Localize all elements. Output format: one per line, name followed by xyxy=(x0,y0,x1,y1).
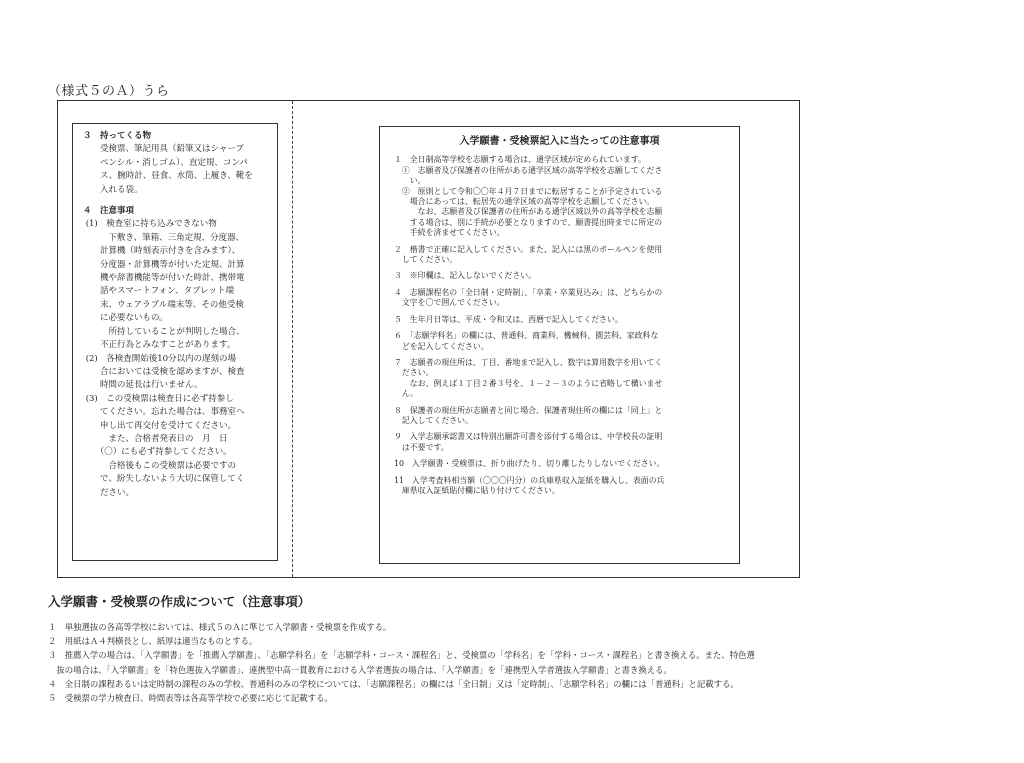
right-instructions-box xyxy=(379,126,740,564)
right-box-line: ださい。 xyxy=(394,368,434,378)
left-box-line: 話やスマートフォン、タブレット端 xyxy=(83,286,235,297)
right-box-line: 庫県収入証紙貼付欄に貼り付けてください。 xyxy=(394,485,560,495)
right-box-line: なお、例えば１丁目２番３号を、１－２－３のように省略して構いませ xyxy=(394,378,663,388)
creation-note-item: ５ 受検票の学力検査日、時間表等は各高等学校で必要に応じて記載する。 xyxy=(48,693,333,704)
spacer xyxy=(83,197,267,205)
right-box-line: する場合は、別に手続が必要となりますので、願書提出時までに所定の xyxy=(394,217,663,227)
right-box-line: い。 xyxy=(394,176,426,186)
right-box-line: 文字を〇で囲んでください。 xyxy=(394,298,505,308)
left-box-line: てください。忘れた場合は、事務室へ xyxy=(83,407,245,418)
left-box-line: 時間の延長は行いません。 xyxy=(83,380,203,391)
right-box-line: ７ 志願者の現住所は、丁目、番地まで記入し、数字は算用数字を用いてく xyxy=(394,357,663,367)
right-box-line: ６ 「志願学科名」の欄には、普通科、商業科、機械科、園芸科、家政科な xyxy=(394,331,659,341)
right-box-line: なお、志願者及び保護者の住所がある通学区域以外の高等学校を志願 xyxy=(394,207,663,217)
right-box-line: 10 入学願書・受検票は、折り曲げたり、切り離したりしないでください。 xyxy=(394,459,665,469)
left-box-line: ス、腕時計、昼食、水筒、上履き、靴を xyxy=(83,171,253,182)
right-box-line: 手続を済ませてください。 xyxy=(394,228,505,238)
left-box-line: (2) 各検査開始後10分以内の遅刻の場 xyxy=(83,353,237,364)
left-box-line: ４ 注意事項 xyxy=(83,206,135,217)
creation-note-item: ４ 全日制の課程あるいは定時制の課程のみの学校、普通科のみの学校については、「志願課程名」の欄には「全日制」又は「定時制」、「志願学科名」の欄には「普通科」と記載する。 xyxy=(48,678,739,689)
left-box-line: 入れる袋。 xyxy=(83,184,143,195)
cut-line-divider xyxy=(292,101,293,577)
left-box-line: ３ 持ってくる物 xyxy=(83,131,152,141)
right-box-line: ３ ※印欄は、記入しないでください。 xyxy=(394,271,537,281)
creation-note-item: ２ 用紙はＡ４判横長とし、紙厚は適当なものとする。 xyxy=(48,636,258,647)
left-box-line: (1) 検査室に持ち込みできない物 xyxy=(83,219,217,230)
right-box-line: 場合にあっては、転居先の通学区域の高等学校を志願してください。 xyxy=(394,197,655,207)
creation-note-item: ３ 推薦入学の場合は、「入学願書」を「推薦入学願書」、「志願学科名」を「志願学科・コース・課程名」と、受検票の「学科名」を「学科・コース・課程名」と書き換える。また、特色選 xyxy=(48,650,755,661)
left-box-line: 末、ウェアラブル端末等、その他受検 xyxy=(83,299,244,310)
right-box-line: どを記入してください。 xyxy=(394,341,489,351)
form-label: （様式５のＡ）うら xyxy=(48,84,170,99)
creation-note-item: 抜の場合は、「入学願書」を「特色選抜入学願書」、連携型中高一貫教育における入学者選抜の場合は、「入学願書」を「連携型入学者選抜入学願書」と書き換える。 xyxy=(48,664,672,675)
right-box-line: ８ 保護者の現住所が志願者と同じ場合、保護者現住所の欄には「同上」と xyxy=(394,405,663,415)
right-box-line: １ 全日制高等学校を志願する場合は、通学区域が定められています。 xyxy=(394,155,646,165)
left-box-line: 合においては受検を認めますが、検査 xyxy=(83,366,245,377)
right-box-line: ① 志願者及び保護者の住所がある通学区域の高等学校を志願してくださ xyxy=(394,165,663,175)
right-box-line: 11 入学考査料相当額（〇〇〇円分）の兵庫県収入証紙を購入し、表面の兵 xyxy=(394,475,665,485)
creation-notes-title: 入学願書・受検票の作成について（注意事項） xyxy=(48,594,311,609)
left-box-line: 機や辞書機能等が付いた時計、携帯電 xyxy=(83,273,245,284)
left-box-line: 下敷き、筆箱、三角定規、分度器、 xyxy=(83,232,245,243)
left-box-line: 分度器・計算機等が付いた定規、計算 xyxy=(83,259,245,270)
instructions-list xyxy=(394,155,725,496)
right-box-line: 記入してください。 xyxy=(394,415,473,425)
left-box-line: 計算機（時刻表示付きを含みます）、 xyxy=(83,246,241,257)
left-box-line: （〇）にも必ず持参してください。 xyxy=(83,447,232,458)
creation-notes-list xyxy=(48,620,755,705)
left-box-line: 不正行為とみなすことがあります。 xyxy=(83,340,236,351)
right-box-line: ② 原則として令和〇〇年４月７日までに転居することが予定されている xyxy=(394,186,663,196)
left-notes-box xyxy=(72,123,278,561)
form-back-frame xyxy=(57,100,800,578)
left-box-line: (3) この受検票は検査日に必ず持参し xyxy=(83,393,234,404)
left-box-line: 申し出て再交付を受けてください。 xyxy=(83,420,237,431)
right-box-line: ５ 生年月日等は、平成・令和又は、西暦で記入してください。 xyxy=(394,314,623,324)
creation-note-item: １ 単独選抜の各高等学校においては、様式５のＡに準じて入学願書・受検票を作成する。 xyxy=(48,622,392,632)
left-box-line: ペンシル・消しゴム）、直定規、コンパ xyxy=(83,157,248,168)
left-box-line: で、紛失しないよう大切に保管してく xyxy=(83,474,245,485)
right-box-line: ん。 xyxy=(394,389,419,399)
left-box-line: 受検票、筆記用具（鉛筆又はシャープ xyxy=(83,144,244,155)
left-box-line: ださい。 xyxy=(83,487,135,498)
left-box-line: 合格後もこの受検票は必要ですの xyxy=(83,460,237,471)
left-box-line: に必要ないもの。 xyxy=(83,313,168,324)
left-box-line: 所持していることが判明した場合、 xyxy=(83,326,245,337)
right-box-line: してください。 xyxy=(394,255,458,265)
right-box-line: は不要です。 xyxy=(394,442,449,452)
right-box-line: ２ 楷書で正確に記入してください。また、記入には黒のボールペンを使用 xyxy=(394,244,663,254)
left-box-line: また、合格者発表日の 月 日 xyxy=(83,433,228,444)
instructions-title: 入学願書・受検票記入に当たっての注意事項 xyxy=(459,136,660,147)
right-box-line: ９ 入学志願承認書又は特別出願許可書を添付する場合は、中学校長の証明 xyxy=(394,432,663,442)
right-box-line: ４ 志願課程名の「全日制・定時制」、「卒業・卒業見込み」は、どちらかの xyxy=(394,287,663,297)
